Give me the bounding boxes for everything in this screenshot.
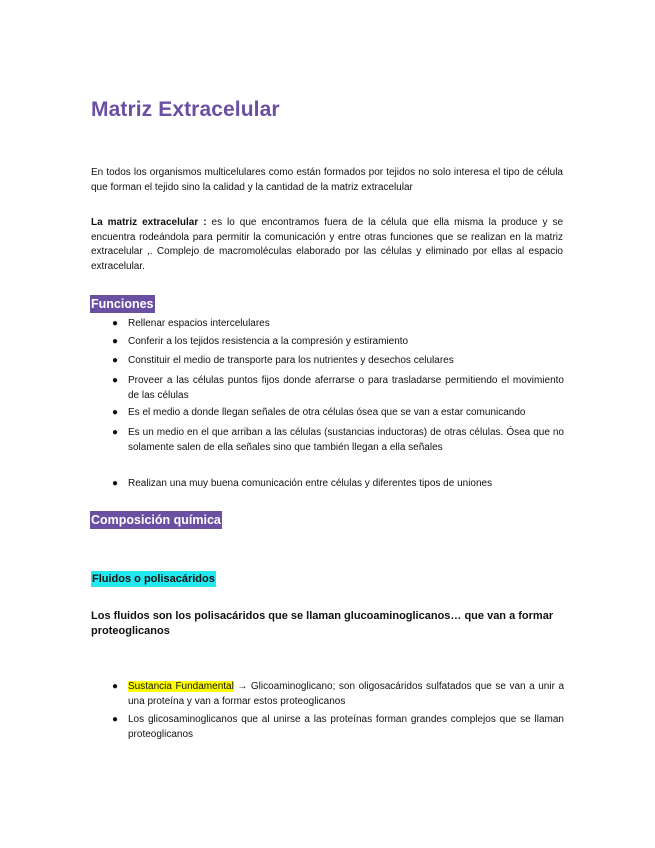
list-item: ● Rellenar espacios intercelulares bbox=[128, 317, 564, 332]
definition-text: es lo que encontramos fuera de la célula que ella misma la produce y se encuentra rodeándola para permitir la comunicación y entre otras funciones que se realizan en la matriz extracelular ,. Complejo de macromoléculas elaborado por las células y eliminado por ellas al espacio extracelular. bbox=[91, 217, 564, 272]
arrow-icon: → bbox=[237, 681, 248, 692]
bullet-icon: ● bbox=[112, 681, 119, 692]
page-title: Matriz Extracelular bbox=[91, 98, 280, 121]
bullet-icon: ● bbox=[112, 355, 119, 366]
list-item: ● Proveer a las células puntos fijos donde aferrarse o para trasladarse permitiendo el movimiento de las células bbox=[112, 375, 564, 401]
list-item: ● Realizan una muy buena comunicación entre células y diferentes tipos de uniones bbox=[128, 477, 564, 492]
list-item: ● Conferir a los tejidos resistencia a la compresión y estiramiento bbox=[128, 335, 564, 350]
list-item: ● Es el medio a donde llegan señales de otra células ósea que se van a estar comunicando bbox=[128, 406, 564, 421]
list-item: ● Es un medio en el que arriban a las células (sustancias inductoras) de otras células. Ósea que no solamente salen de ella señales sino que también llegan a ella señales bbox=[112, 427, 564, 453]
composicion-heading: Composición química bbox=[91, 513, 221, 527]
bullet-icon: ● bbox=[112, 336, 119, 347]
definition-paragraph bbox=[91, 216, 563, 274]
bullet-icon: ● bbox=[112, 427, 119, 438]
fluidos-bold-paragraph: Los fluidos son los polisacáridos que se llaman glucoaminoglicanos… que van a formar proteoglicanos bbox=[91, 610, 554, 637]
bullet-icon: ● bbox=[112, 318, 119, 329]
intro-paragraph: En todos los organismos multicelulares como están formados por tejidos no solo interesa el tipo de célula que forman el tejido sino la calidad y la cantidad de la matriz extracelular bbox=[91, 167, 563, 193]
bullet-icon: ● bbox=[112, 375, 119, 386]
list-item: ● Constituir el medio de transporte para los nutrientes y desechos celulares bbox=[128, 354, 564, 369]
bullet-icon: ● bbox=[112, 407, 119, 418]
definition-term: La matriz extracelular : bbox=[91, 217, 207, 228]
list-item: ● Sustancia Fundamental → Glicoaminoglicano; son oligosacáridos sulfatados que se van a unir a una proteína y van a formar estos proteoglicanos bbox=[112, 681, 564, 707]
list-item: ● Los glicosaminoglicanos que al unirse a las proteínas forman grandes complejos que se llaman proteoglicanos bbox=[112, 714, 564, 740]
bullet-icon: ● bbox=[112, 714, 119, 725]
bullet-icon: ● bbox=[112, 478, 119, 489]
fluidos-subheading: Fluidos o polisacáridos bbox=[92, 573, 215, 585]
funciones-heading: Funciones bbox=[91, 297, 154, 311]
highlighted-term: Sustancia Fundamental bbox=[128, 681, 234, 692]
